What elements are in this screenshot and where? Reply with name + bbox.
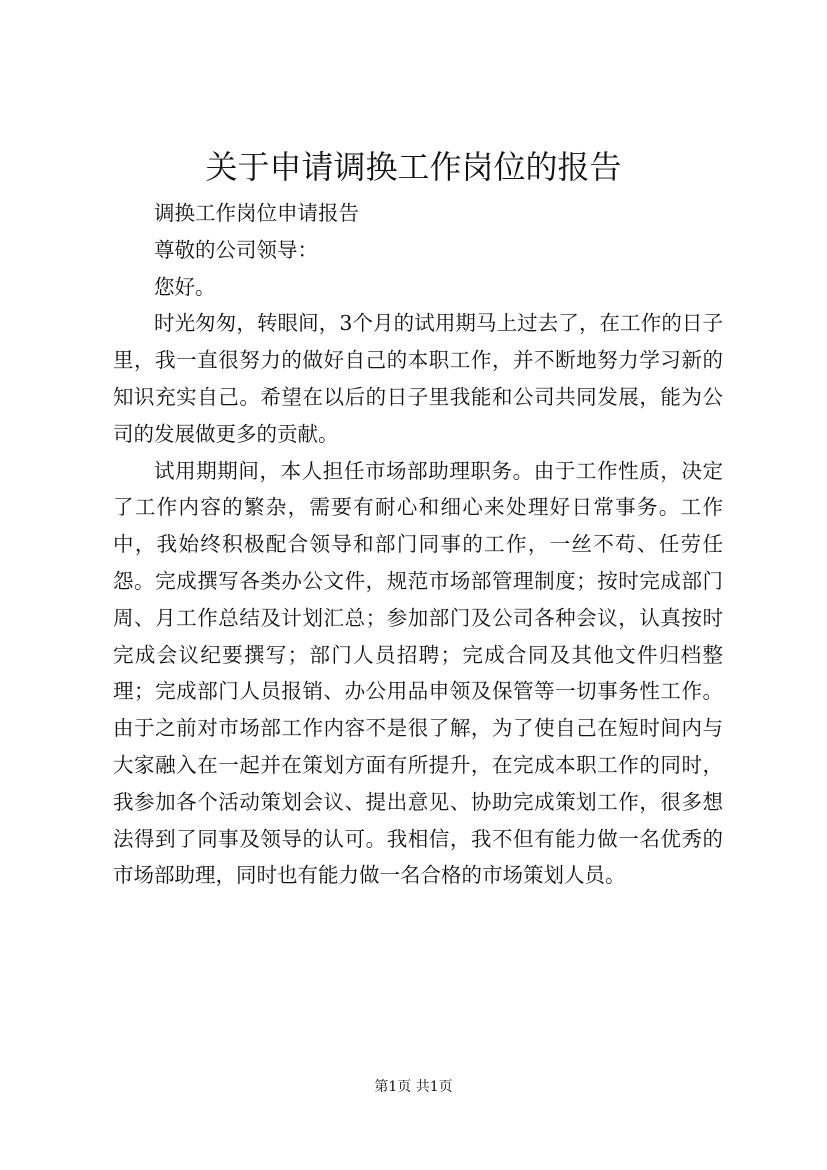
document-body <box>113 195 723 894</box>
paragraph-introduction: 时光匆匆，转眼间，3个月的试用期马上过去了，在工作的日子里，我一直很努力的做好自己的本职工作，并不断地努力学习新的知识充实自己。希望在以后的日子里我能和公司共同发展，能为公司的发展做更多的贡献。 <box>113 311 723 446</box>
paragraph-subject: 调换工作岗位申请报告 <box>154 201 359 225</box>
paragraph-salutation: 尊敬的公司领导： <box>154 237 318 262</box>
paragraph-work-summary: 试用期期间，本人担任市场部助理职务。由于工作性质，决定了工作内容的繁杂，需要有耐心和细心来处理好日常事务。工作中，我始终积极配合领导和部门同事的工作，一丝不苟、任劳任怨。完成撰写各类办公文件，规范市场部管理制度；按时完成部门周、月工作总结及计划汇总；参加部门及公司各种会议，认真按时完成会议纪要撰写；部门人员招聘；完成合同及其他文件归档整理；完成部门人员报销、办公用品申领及保管等一切事务性工作。由于之前对市场部工作内容不是很了解，为了使自己在短时间内与大家融入在一起并在策划方面有所提升，在完成本职工作的同时，我参加各个活动策划会议、提出意见、协助完成策划工作，很多想法得到了同事及领导的认可。我相信，我不但有能力做一名优秀的市场部助理，同时也有能力做一名合格的市场策划人员。 <box>113 458 723 888</box>
page-number-footer: 第1页 共1页 <box>374 1079 453 1095</box>
document-title: 关于申请调换工作岗位的报告 <box>205 148 622 186</box>
paragraph-greeting: 您好。 <box>154 274 216 299</box>
